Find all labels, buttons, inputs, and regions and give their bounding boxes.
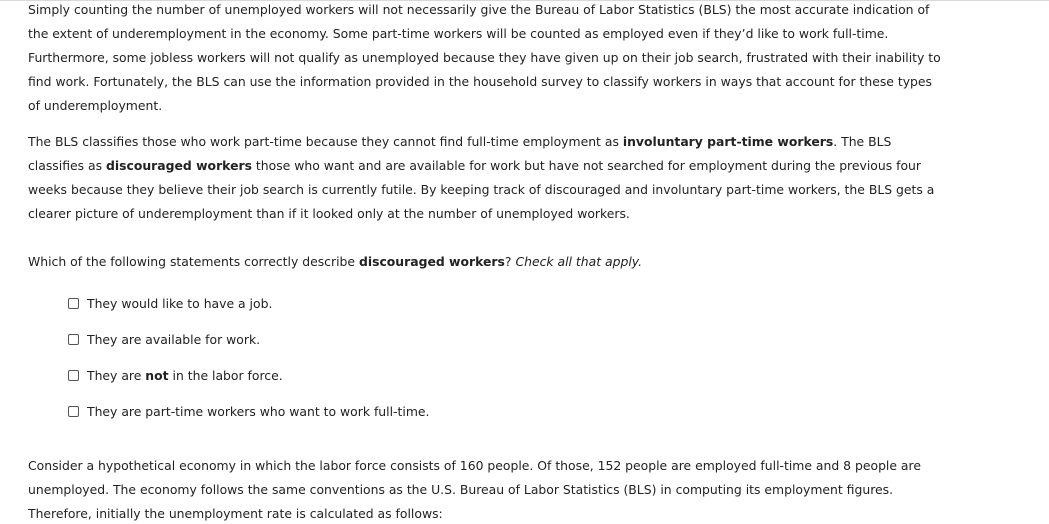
paragraph2-part3: those who want and are available for work but have not searched for employment during the previous four weeks because they believe their job search is currently futile. By keeping track of discouraged and involuntary part-time workers, the BLS gets a clearer picture of underemployment than if it looked only at the number of unemployed workers. (28, 158, 935, 221)
checkbox[interactable] (68, 370, 79, 381)
classification-paragraph (28, 130, 943, 226)
option-label: They would like to have a job. (87, 295, 273, 311)
question-prompt (28, 250, 943, 274)
option-label-post: in the labor force. (168, 367, 283, 383)
option-label-pre: They are (87, 367, 146, 383)
option-not-in-labor-force[interactable] (68, 362, 429, 388)
intro-paragraph: Simply counting the number of unemployed workers will not necessarily give the Bureau of Labor Statistics (BLS) the most accurate indication of the extent of underemployment in the economy. Some part-time workers will be counted as employed even if they’d like to work full-time. Furthermore, some jobless workers will not qualify as unemployed because they have given up on their job search, frustrated with their inability to find work. Fortunately, the BLS can use the information provided in the household survey to classify workers in ways that account for these types of underemployment. (28, 2, 941, 113)
answer-options (68, 290, 429, 434)
option-would-like-job[interactable] (68, 290, 429, 316)
checkbox[interactable] (68, 406, 79, 417)
option-label: They are part-time workers who want to work full-time. (87, 403, 430, 419)
option-label-bold: not (145, 367, 169, 383)
option-label: They are available for work. (87, 331, 261, 347)
question-prefix: Which of the following statements correctly describe (28, 254, 359, 269)
option-available-for-work[interactable] (68, 326, 429, 352)
term-discouraged-workers: discouraged workers (106, 158, 252, 173)
question-term: discouraged workers (358, 254, 505, 269)
option-part-time-want-full-time[interactable] (68, 398, 429, 424)
paragraph2-part1: The BLS classifies those who work part-time because they cannot find full-time employment as (28, 134, 623, 149)
hypothetical-economy-paragraph: Consider a hypothetical economy in which the labor force consists of 160 people. Of those, 152 people are employed full-time and 8 people are unemployed. The economy follows the same conventions as the U.S. Bureau of Labor Statistics (BLS) in computing its employment figures. Therefore, initially the unemployment rate is calculated as follows: (28, 458, 921, 521)
question-instruction: Check all that apply. (515, 254, 643, 269)
question-suffix: ? (504, 254, 516, 269)
checkbox[interactable] (68, 298, 79, 309)
paragraph2-part2: . The BLS classifies as (28, 134, 892, 173)
checkbox[interactable] (68, 334, 79, 345)
option-label (87, 368, 283, 383)
term-involuntary-part-time: involuntary part-time workers (622, 134, 834, 149)
